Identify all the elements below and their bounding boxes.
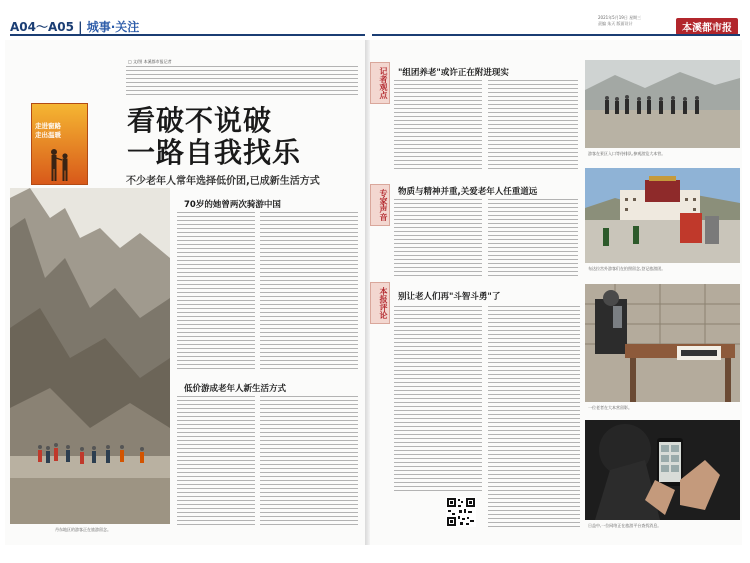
group-photo-caption: 游客在景区入口等待排队,参观游览大本营。 [588, 151, 666, 156]
commentary-col-2 [488, 306, 580, 528]
body-column-4 [260, 396, 358, 526]
headline-line-1: 看破不说破 [127, 104, 273, 137]
phone-photo [585, 420, 740, 520]
palace-photo [585, 168, 740, 263]
editors-line: 责编 朱天 版面设计 [598, 21, 633, 26]
promo-line-2: 走出温暖 [35, 131, 61, 139]
group-col-2 [488, 80, 578, 172]
group-tourists-photo [585, 60, 740, 148]
tag-commentary: 本报评论 [370, 282, 390, 324]
page-numbers: A04～A05 [10, 20, 74, 34]
promo-badge [31, 103, 88, 185]
mountain-scene [10, 188, 170, 524]
material-col-2 [488, 199, 578, 277]
article-byline: □ 文/图 本溪都市报记者 [128, 59, 172, 64]
group-col-1 [394, 80, 482, 172]
old-man-photo-caption: 一位老者在大本营留影。 [588, 405, 632, 410]
section-title-commentary: 别让老人们再"斗智斗勇"了 [398, 292, 501, 302]
qr-code [446, 497, 476, 527]
body-column-1 [177, 212, 255, 370]
old-man-scene [585, 284, 740, 402]
section-title-70: 70岁的她曾两次骑游中国 [184, 200, 281, 210]
material-col-1 [394, 199, 482, 277]
publish-date: 2021年5月19日 星期三 [598, 15, 642, 20]
header-rule-right [372, 34, 740, 36]
palace-photo-caption: 布达拉宫外游客们在拍照留念,登记旅游团。 [588, 266, 666, 271]
tag-expert-voice: 专家声音 [370, 184, 390, 226]
page-fold [365, 40, 370, 545]
section-title-material-spirit: 物质与精神并重,关爱老年人任重道远 [398, 187, 538, 197]
header-rule-left [10, 34, 365, 36]
mountain-photo-caption: 丹东地区的游客正在旅游留念。 [55, 527, 111, 532]
article-headline [127, 105, 307, 169]
section-title-lowcost: 低价游成老年人新生活方式 [184, 384, 287, 394]
section-title-group-elderly: "组团养老"或许正在附进现实 [398, 68, 509, 78]
group-scene [585, 60, 740, 148]
body-column-3 [177, 396, 255, 526]
phone-scene [585, 420, 740, 520]
old-man-photo [585, 284, 740, 402]
header-separator: | [78, 20, 83, 34]
promo-line-1: 走进窗路 [35, 122, 61, 130]
page-header [10, 18, 139, 35]
intro-paragraph [126, 66, 358, 96]
article-subhead: 不少老年人常年选择低价团,已成新生活方式 [126, 176, 320, 187]
headline-line-2: 一路自我找乐 [127, 136, 302, 169]
section-name: 城事·关注 [86, 20, 140, 34]
promo-title [35, 122, 61, 140]
tag-reporter-view: 记者观点 [370, 62, 390, 104]
mountain-photo [10, 188, 170, 524]
body-column-2 [260, 212, 358, 370]
phone-photo-caption: 日益中,一位网络正在旅游平台查找消息。 [588, 523, 662, 528]
commentary-col-1 [394, 306, 482, 494]
hikers-illustration [44, 146, 76, 184]
palace-scene [585, 168, 740, 263]
masthead-logo: 本溪都市报 [676, 18, 738, 35]
